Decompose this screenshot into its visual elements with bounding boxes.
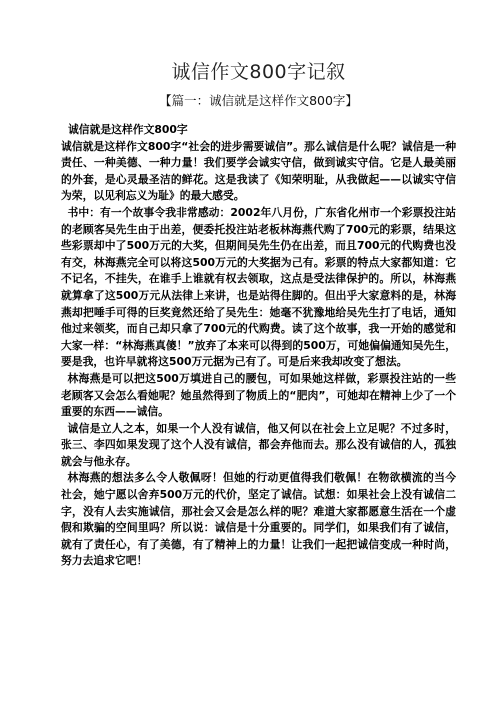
document-subtitle: 【篇一：诚信就是这样作文800字】	[159, 93, 358, 108]
paragraph: 林海燕是可以把这500万填进自己的腰包，可如果她这样做，彩票投注站的一些老顾客又会怎么看她呢？她虽然得到了物质上的“肥肉”，可她却在精神上少了一个重要的东西——诚信。	[61, 371, 456, 419]
paragraph: 诚信是立人之本，如果一个人没有诚信，他又何以在社会上立足呢？不过多时，张三、李四如果发现了这个人没有诚信，都会弃他而去。那么没有诚信的人，孤独就会与他永存。	[61, 421, 456, 468]
paragraph-heading: 诚信就是这样作文800字	[68, 123, 188, 136]
document-body	[61, 122, 456, 570]
document-title: 诚信作文800字记叙	[171, 61, 346, 83]
paragraph: 书中：有一个故事令我非常感动：2002年八月份，广东省化州市一个彩票投注站的老顾客吴先生由于出差，便委托投注站老板林海燕代购了700元的彩票，结果这些彩票却中了500万元的大奖，但期间吴先生仍在出差，而且700元的代购费也没有交，林海燕完全可以将这500万元的大奖据为己有。彩票的特点大家都知道：它不记名，不挂失，在谁手上谁就有权去领取，这点是受法律保护的。所以，林海燕就算拿了这500万元从法律上来讲，也是站得住脚的。但出乎大家意料的是，林海燕却把唾手可得的巨奖竟然还给了吴先生：她毫不犹豫地给吴先生打了电话，通知他过来领奖，而自己却只拿了700元的代购费。读了这个故事，我一开始的感觉和大家一样：“林海燕真傻！”放弃了本来可以得到的500万，可她偏偏通知吴先生，要是我，也许早就将这500万元据为己有了。可是后来我却改变了想法。	[61, 205, 456, 369]
paragraph: 诚信就是这样作文800字“社会的进步需要诚信”。那么诚信是什么呢？诚信是一种责任、一种美德、一种力量！我们要学会诚实守信，做到诚实守信。它是人最美丽的外套，是心灵最圣洁的鲜花。这是我读了《知荣明耻，从我做起——以诚实守信为荣，以见利忘义为耻》的最大感受。	[61, 139, 456, 203]
paragraph: 林海燕的想法多么令人敬佩呀！但她的行动更值得我们敬佩！在物欲横流的当今社会，她宁愿以舍弃500万元的代价，坚定了诚信。试想：如果社会上没有诚信二字，没有人去实施诚信，那社会又会是怎么样的呢？难道大家都愿意生活在一个虚假和欺骗的空间里吗？所以说：诚信是十分重要的。同学们，如果我们有了诚信，就有了责任心，有了美德，有了精神上的力量！让我们一起把诚信变成一种时尚，努力去追求它吧！	[61, 471, 456, 568]
